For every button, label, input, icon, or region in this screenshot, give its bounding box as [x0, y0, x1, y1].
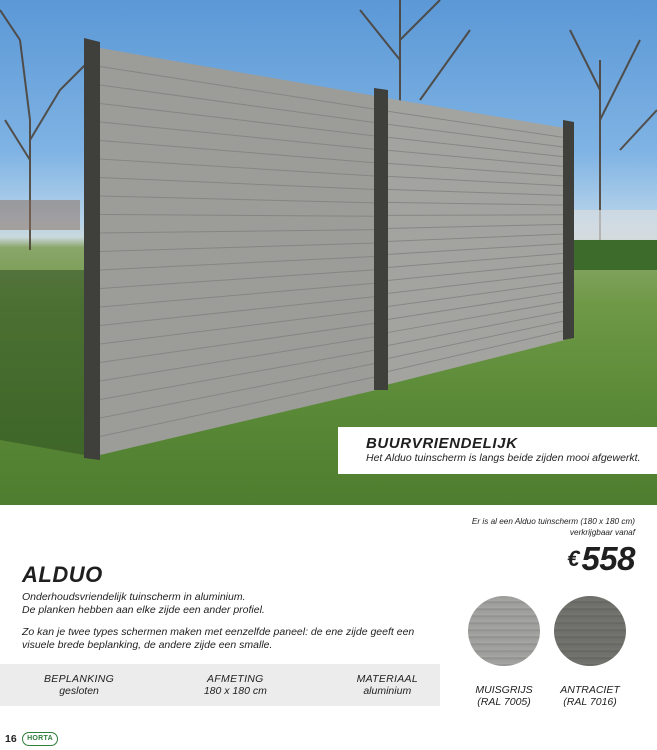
spec-materiaal — [357, 673, 418, 706]
price-note — [435, 516, 635, 538]
page-number: 16 — [5, 733, 17, 745]
spec-value: gesloten — [59, 685, 99, 697]
swatch-muisgrijs — [468, 596, 540, 666]
caption-text: Het Alduo tuinscherm is langs beide zijden mooi afgewerkt. — [366, 452, 641, 464]
caption-box — [338, 427, 657, 474]
product-description — [22, 591, 442, 661]
swatch-antraciet — [554, 596, 626, 666]
price-note-line1: Er is al een Alduo tuinscherm (180 x 180 cm) — [471, 517, 635, 526]
price-note-line2: verkrijgbaar vanaf — [569, 528, 635, 537]
desc1-line2: De planken hebben aan elke zijde een ander profiel. — [22, 603, 265, 616]
price-currency: € — [567, 546, 580, 571]
spec-beplanking — [44, 673, 114, 706]
spec-afmeting — [204, 673, 267, 706]
spec-label: BEPLANKING — [44, 673, 115, 685]
desc2-line2: visuele brede beplanking, de andere zijde een smalle. — [22, 638, 273, 651]
horta-logo: HORTA — [22, 732, 58, 746]
description-paragraph-2 — [22, 626, 442, 651]
desc2-line1: Zo kan je twee types schermen maken met eenzelfde paneel: de ene zijde geeft een — [22, 626, 415, 638]
description-paragraph-1 — [22, 591, 442, 616]
swatch-code: (RAL 7016) — [563, 696, 617, 708]
caption-title: BUURVRIENDELIJK — [366, 435, 518, 452]
swatch-code: (RAL 7005) — [477, 696, 531, 708]
spec-label: MATERIAAL — [356, 673, 418, 685]
spec-label: AFMETING — [207, 673, 264, 685]
swatch-label-muisgrijs — [459, 684, 549, 708]
product-title: ALDUO — [22, 562, 103, 587]
specs-bar — [0, 664, 440, 706]
price — [567, 540, 635, 578]
spec-value: aluminium — [363, 685, 412, 697]
swatch-name: ANTRACIET — [560, 684, 620, 696]
spec-value: 180 x 180 cm — [203, 685, 267, 697]
price-amount: 558 — [581, 540, 635, 577]
desc1-line1: Onderhoudsvriendelijk tuinscherm in aluminium. — [22, 591, 246, 603]
swatch-label-antraciet — [545, 684, 635, 708]
swatch-name: MUISGRIJS — [475, 684, 533, 696]
